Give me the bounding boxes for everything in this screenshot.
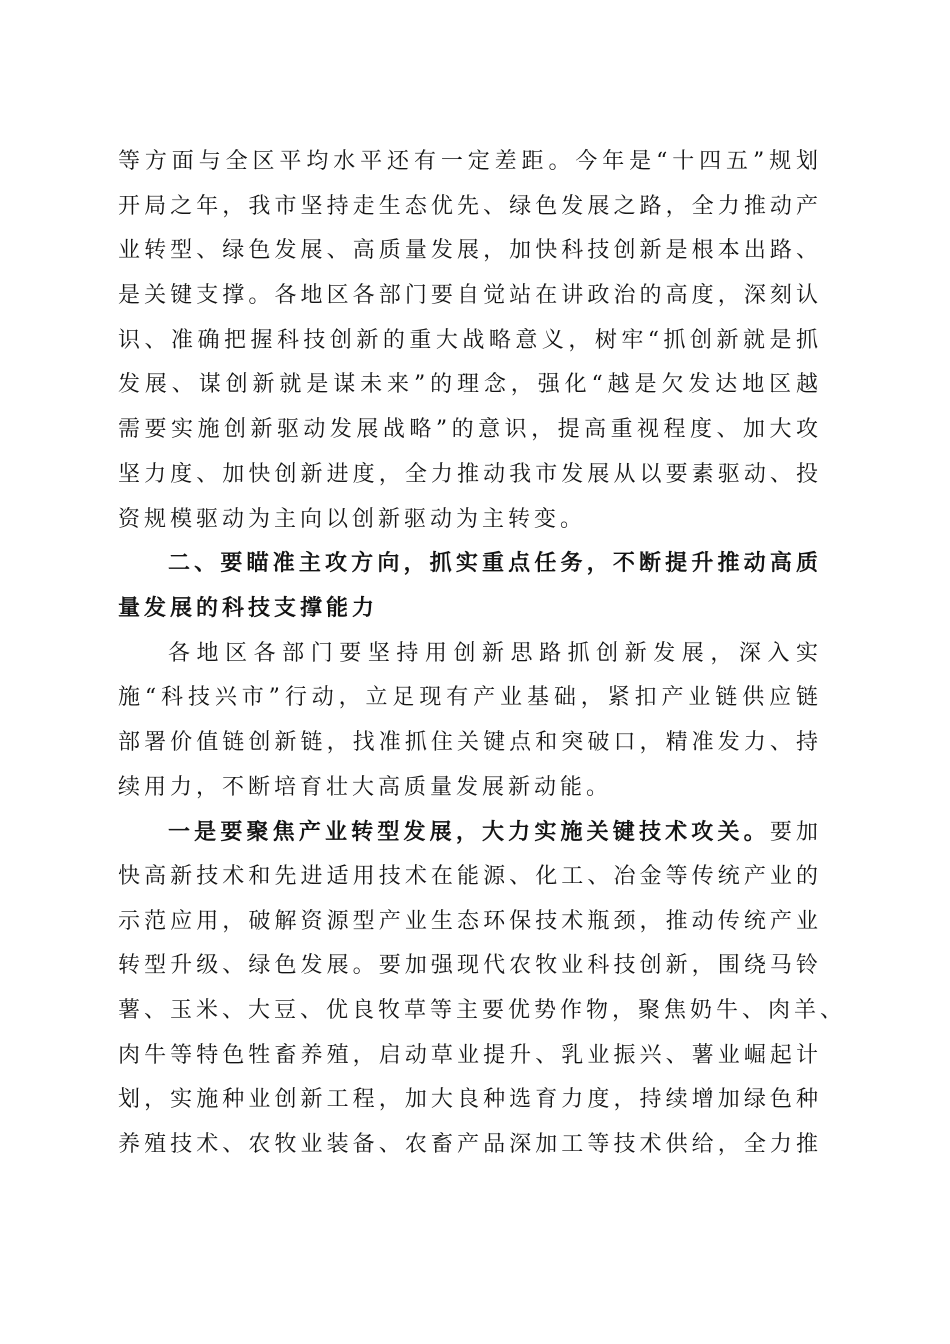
heading-line: 二、要瞄准主攻方向，抓实重点任务，不断提升推动高质	[168, 551, 822, 577]
text-line: 部署价值链创新链，找准抓住关键点和突破口，精准发力、持	[118, 729, 822, 755]
text-line: 资规模驱动为主向以创新驱动为主转变。	[118, 506, 587, 532]
text-line: 需要实施创新驱动发展战略”的意识，提高重视程度、加大攻	[118, 417, 822, 443]
point-one-paragraph	[118, 810, 847, 1168]
text-line: 开局之年，我市坚持走生态优先、绿色发展之路，全力推动产	[118, 193, 822, 219]
section-paragraph	[118, 632, 822, 811]
text-line: 等方面与全区平均水平还有一定差距。今年是“十四五”规划	[118, 149, 822, 174]
text-line: 坚力度、加快创新进度，全力推动我市发展从以要素驱动、投	[118, 461, 822, 487]
section-heading	[118, 542, 822, 631]
text-line: 薯、玉米、大豆、优良牧草等主要优势作物，聚焦奶牛、肉羊、	[118, 998, 847, 1024]
intro-paragraph	[118, 140, 822, 542]
text-line: 转型升级、绿色发展。要加强现代农牧业科技创新，围绕马铃	[118, 953, 822, 979]
heading-line: 量发展的科技支撑能力	[118, 595, 379, 621]
text-line: 是关键支撑。各地区各部门要自觉站在讲政治的高度，深刻认	[118, 283, 822, 309]
text-line: 快高新技术和先进适用技术在能源、化工、冶金等传统产业的	[118, 864, 822, 889]
text-line: 各地区各部门要坚持用创新思路抓创新发展，深入实	[168, 640, 822, 666]
text-line: 续用力，不断培育壮大高质量发展新动能。	[118, 774, 613, 800]
document-page	[118, 140, 847, 1168]
point-one-first-line	[118, 810, 822, 855]
text-line: 肉牛等特色牲畜养殖，启动草业提升、乳业振兴、薯业崛起计	[118, 1042, 822, 1068]
text-line: 识、准确把握科技创新的重大战略意义，树牢“抓创新就是抓	[118, 327, 822, 353]
point-one-first-line-rest: 要加	[769, 820, 822, 846]
text-line: 业转型、绿色发展、高质量发展，加快科技创新是根本出路、	[118, 238, 822, 264]
text-line: 发展、谋创新就是谋未来”的理念，强化“越是欠发达地区越	[118, 372, 822, 398]
text-line: 划，实施种业创新工程，加大良种选育力度，持续增加绿色种	[118, 1087, 822, 1113]
text-line: 示范应用，破解资源型产业生态环保技术瓶颈，推动传统产业	[118, 908, 822, 934]
point-one-lead: 一是要聚焦产业转型发展，大力实施关键技术攻关。	[168, 819, 770, 846]
text-line: 施“科技兴市”行动，立足现有产业基础，紧扣产业链供应链	[118, 685, 822, 711]
text-line: 养殖技术、农牧业装备、农畜产品深加工等技术供给，全力推	[118, 1132, 822, 1158]
